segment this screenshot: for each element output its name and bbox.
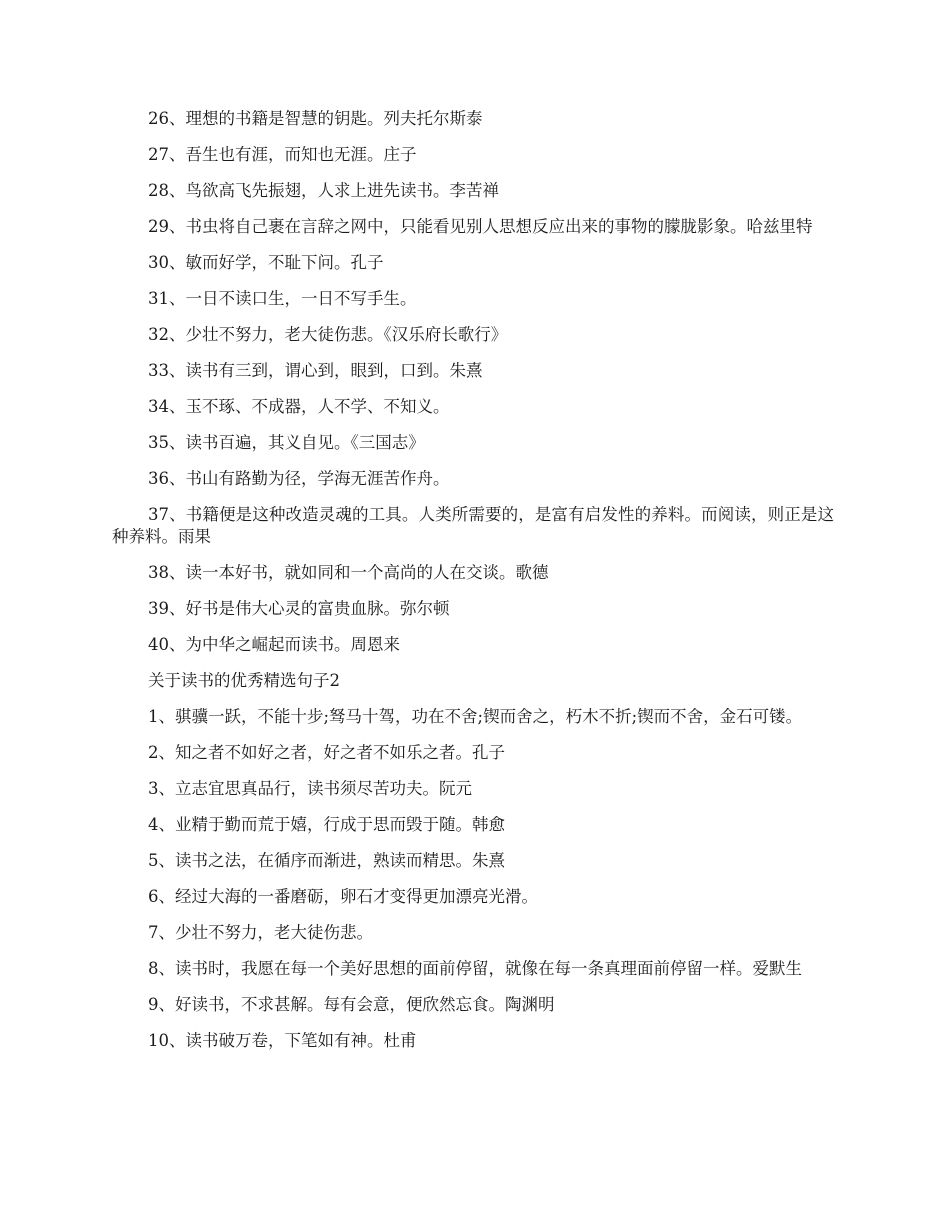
section-heading: 关于读书的优秀精选句子2 [148, 671, 340, 690]
quote-paragraph: 39、好书是伟大心灵的富贵血脉。弥尔顿 [148, 599, 450, 618]
quote-paragraph: 31、一日不读口生，一日不写手生。 [148, 289, 417, 308]
quote-paragraph: 32、少壮不努力，老大徒伤悲。《汉乐府长歌行》 [148, 325, 508, 344]
quote-paragraph: 35、读书百遍，其义自见。《三国志》 [148, 433, 425, 452]
quote-paragraph: 27、吾生也有涯，而知也无涯。庄子 [148, 145, 417, 164]
quote-paragraph: 2、知之者不如好之者，好之者不如乐之者。孔子 [148, 743, 505, 762]
quote-paragraph: 8、读书时，我愿在每一个美好思想的面前停留，就像在每一条真理面前停留一样。爱默生 [148, 959, 802, 978]
quote-paragraph: 34、玉不琢、不成器，人不学、不知义。 [148, 397, 450, 416]
quote-paragraph: 5、读书之法，在循序而渐进，熟读而精思。朱熹 [148, 851, 505, 870]
quote-paragraph: 10、读书破万卷，下笔如有神。杜甫 [148, 1031, 417, 1050]
quote-paragraph: 40、为中华之崛起而读书。周恩来 [148, 635, 400, 654]
quote-paragraph: 3、立志宜思真品行，读书须尽苦功夫。阮元 [148, 779, 472, 798]
quote-paragraph: 29、书虫将自己裹在言辞之网中，只能看见别人思想反应出来的事物的朦胧影象。哈兹里特 [148, 217, 813, 236]
quote-paragraph: 9、好读书，不求甚解。每有会意，便欣然忘食。陶渊明 [148, 995, 555, 1014]
quote-paragraph: 28、鸟欲高飞先振翅，人求上进先读书。李苦禅 [148, 181, 499, 200]
quote-paragraph: 30、敏而好学，不耻下问。孔子 [148, 253, 384, 272]
quote-paragraph: 38、读一本好书，就如同和一个高尚的人在交谈。歌德 [148, 563, 549, 582]
quote-paragraph: 37、书籍便是这种改造灵魂的工具。人类所需要的，是富有启发性的养料。而阅读，则正是这种养料。雨果 [112, 505, 834, 546]
quote-paragraph: 7、少壮不努力，老大徒伤悲。 [148, 923, 373, 942]
quote-paragraph: 4、业精于勤而荒于嬉，行成于思而毁于随。韩愈 [148, 815, 505, 834]
quote-paragraph: 6、经过大海的一番磨砺，卵石才变得更加漂亮光滑。 [148, 887, 538, 906]
quote-paragraph: 33、读书有三到，谓心到，眼到，口到。朱熹 [148, 361, 483, 380]
quote-paragraph: 26、理想的书籍是智慧的钥匙。列夫托尔斯泰 [148, 109, 483, 128]
document-body [112, 108, 834, 1066]
quote-paragraph: 36、书山有路勤为径，学海无涯苦作舟。 [148, 469, 450, 488]
quote-paragraph: 1、骐骥一跃，不能十步;驽马十驾，功在不舍;锲而舍之，朽木不折;锲而不舍，金石可镂。 [148, 707, 803, 726]
